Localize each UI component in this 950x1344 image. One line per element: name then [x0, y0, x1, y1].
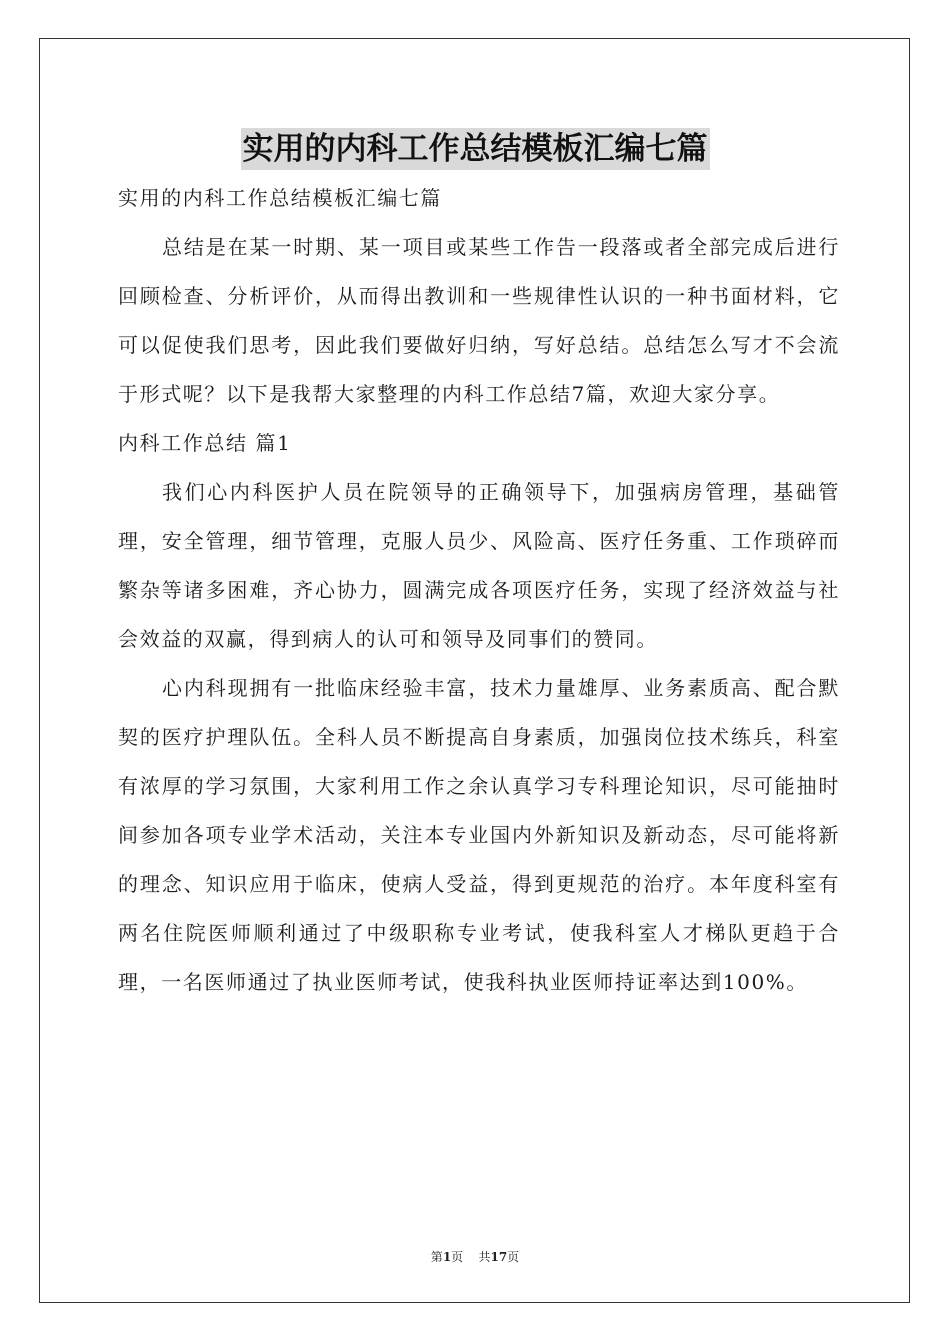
footer-page-prefix: 第: [430, 1250, 443, 1264]
body-paragraph-2: 心内科现拥有一批临床经验丰富，技术力量雄厚、业务素质高、配合默契的医疗护理队伍。全科人员不断提高自身素质，加强岗位技术练兵，科室有浓厚的学习氛围，大家利用工作之余认真学习专科理论知识，尽可能抽时间参加各项专业学术活动，关注本专业国内外新知识及新动态，尽可能将新的理念、知识应用于临床，使病人受益，得到更规范的治疗。本年度科室有两名住院医师顺利通过了中级职称专业考试，使我科室人才梯队更趋于合理，一名医师通过了执业医师考试，使我科执业医师持证率达到100%。: [118, 676, 840, 994]
document-title: 实用的内科工作总结模板汇编七篇: [241, 128, 710, 170]
section-heading: 内科工作总结 篇1: [118, 431, 292, 455]
page-footer: [0, 1248, 950, 1265]
intro-paragraph: 总结是在某一时期、某一项目或某些工作告一段落或者全部完成后进行回顾检查、分析评价，从而得出教训和一些规律性认识的一种书面材料，它可以促使我们思考，因此我们要做好归纳，写好总结。总结怎么写才不会流于形式呢？以下是我帮大家整理的内科工作总结7篇，欢迎大家分享。: [118, 235, 840, 406]
footer-total-prefix: 共: [478, 1250, 491, 1264]
document-subtitle: 实用的内科工作总结模板汇编七篇: [118, 186, 442, 210]
document-title-wrapper: [0, 128, 950, 170]
footer-total-suffix: 页: [507, 1250, 520, 1264]
body-paragraph-1: 我们心内科医护人员在院领导的正确领导下，加强病房管理，基础管理，安全管理，细节管理，克服人员少、风险高、医疗任务重、工作琐碎而繁杂等诸多困难，齐心协力，圆满完成各项医疗任务，实现了经济效益与社会效益的双赢，得到病人的认可和领导及同事们的赞同。: [118, 480, 840, 651]
document-body: [118, 174, 840, 1007]
footer-total-pages: 17: [490, 1250, 508, 1264]
footer-page-suffix: 页: [451, 1250, 464, 1264]
footer-page-number: 1: [442, 1250, 452, 1264]
